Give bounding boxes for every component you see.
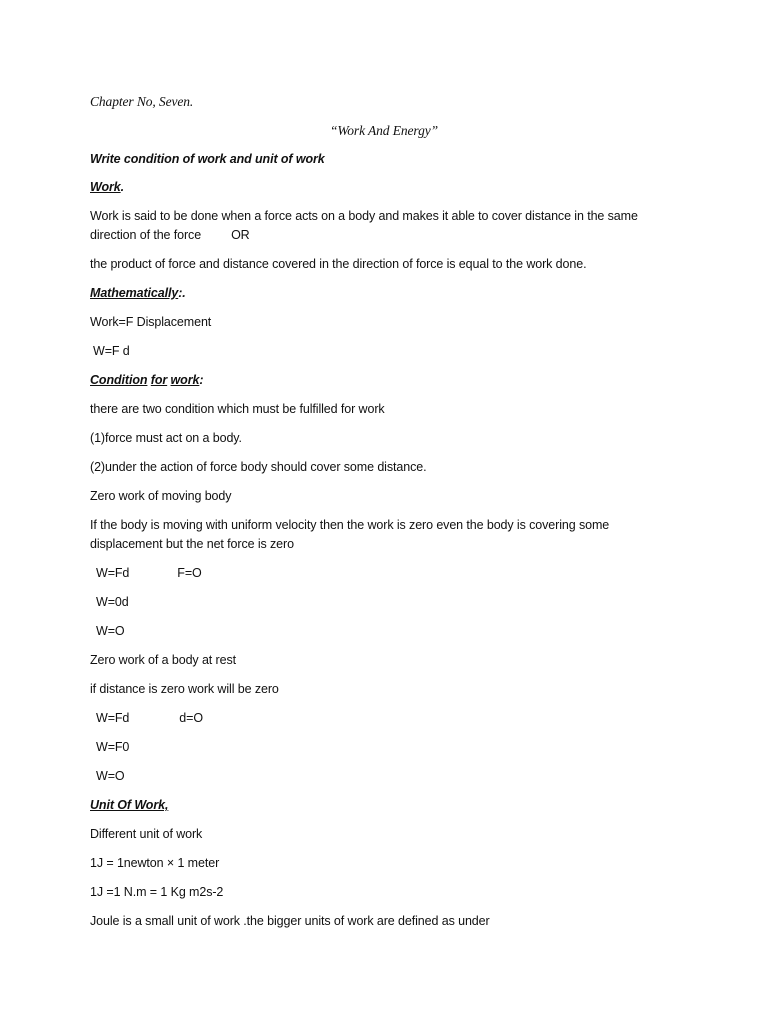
work-definition-or: OR: [231, 228, 250, 242]
moving-equation-1: [96, 564, 686, 583]
condition-heading: [90, 371, 680, 390]
work-heading-punct: .: [120, 180, 124, 194]
zero-work-rest-heading: Zero work of a body at rest: [90, 653, 236, 667]
rest-equation-1-left: W=Fd: [96, 711, 130, 725]
condition-heading-word-1: Condition: [90, 373, 148, 387]
work-definition-alternative: the product of force and distance covered in the direction of force is equal to the work done.: [90, 257, 587, 271]
zero-work-moving-heading: Zero work of moving body: [90, 489, 232, 503]
document-title: “Work And Energy”: [329, 123, 439, 138]
condition-2: (2)under the action of force body should cover some distance.: [90, 460, 427, 474]
rest-equation-1: [96, 709, 686, 728]
work-definition-line-1: Work is said to be done when a force acts on a body and makes it able to cover distance in the same: [90, 209, 638, 223]
rest-equation-2: W=F0: [96, 740, 130, 754]
unit-equation-2: 1J =1 N.m = 1 Kg m2s-2: [90, 885, 224, 899]
condition-heading-punct: :: [199, 373, 204, 387]
unit-different-text: Different unit of work: [90, 827, 203, 841]
question-heading: Write condition of work and unit of work: [90, 152, 325, 166]
mathematically-heading-punct: :.: [178, 286, 186, 300]
moving-equation-2: W=0d: [96, 595, 129, 609]
work-definition-line-2: [90, 226, 680, 245]
condition-intro: there are two condition which must be fulfilled for work: [90, 402, 385, 416]
zero-work-moving-line-1: If the body is moving with uniform velocity then the work is zero even the body is covering some: [90, 518, 610, 532]
condition-1: (1)force must act on a body.: [90, 431, 242, 445]
unit-of-work-heading-text: Unit Of Work,: [90, 798, 169, 812]
work-heading: [90, 178, 680, 197]
zero-work-moving-line-2: displacement but the net force is zero: [90, 537, 294, 551]
condition-heading-word-3: work: [170, 373, 200, 387]
moving-equation-1-left: W=Fd: [96, 566, 130, 580]
rest-equation-3: W=O: [96, 769, 125, 783]
moving-equation-3: W=O: [96, 624, 125, 638]
mathematically-heading-word: Mathematically: [90, 286, 179, 300]
mathematically-heading: [90, 284, 680, 303]
zero-work-rest-text: if distance is zero work will be zero: [90, 682, 279, 696]
moving-equation-1-right: F=O: [177, 566, 202, 580]
unit-equation-1: 1J = 1newton × 1 meter: [90, 856, 220, 870]
equation-work-f-displacement: Work=F Displacement: [90, 315, 212, 329]
unit-joule-text: Joule is a small unit of work .the bigger units of work are defined as under: [90, 914, 490, 928]
work-heading-word: Work: [90, 180, 121, 194]
chapter-heading: Chapter No, Seven.: [90, 94, 194, 109]
work-definition-text: direction of the force: [90, 228, 202, 242]
equation-w-fd: W=F d: [93, 344, 130, 358]
unit-of-work-heading: [90, 796, 680, 815]
rest-equation-1-right: d=O: [179, 711, 203, 725]
condition-heading-word-2: for: [150, 373, 168, 387]
